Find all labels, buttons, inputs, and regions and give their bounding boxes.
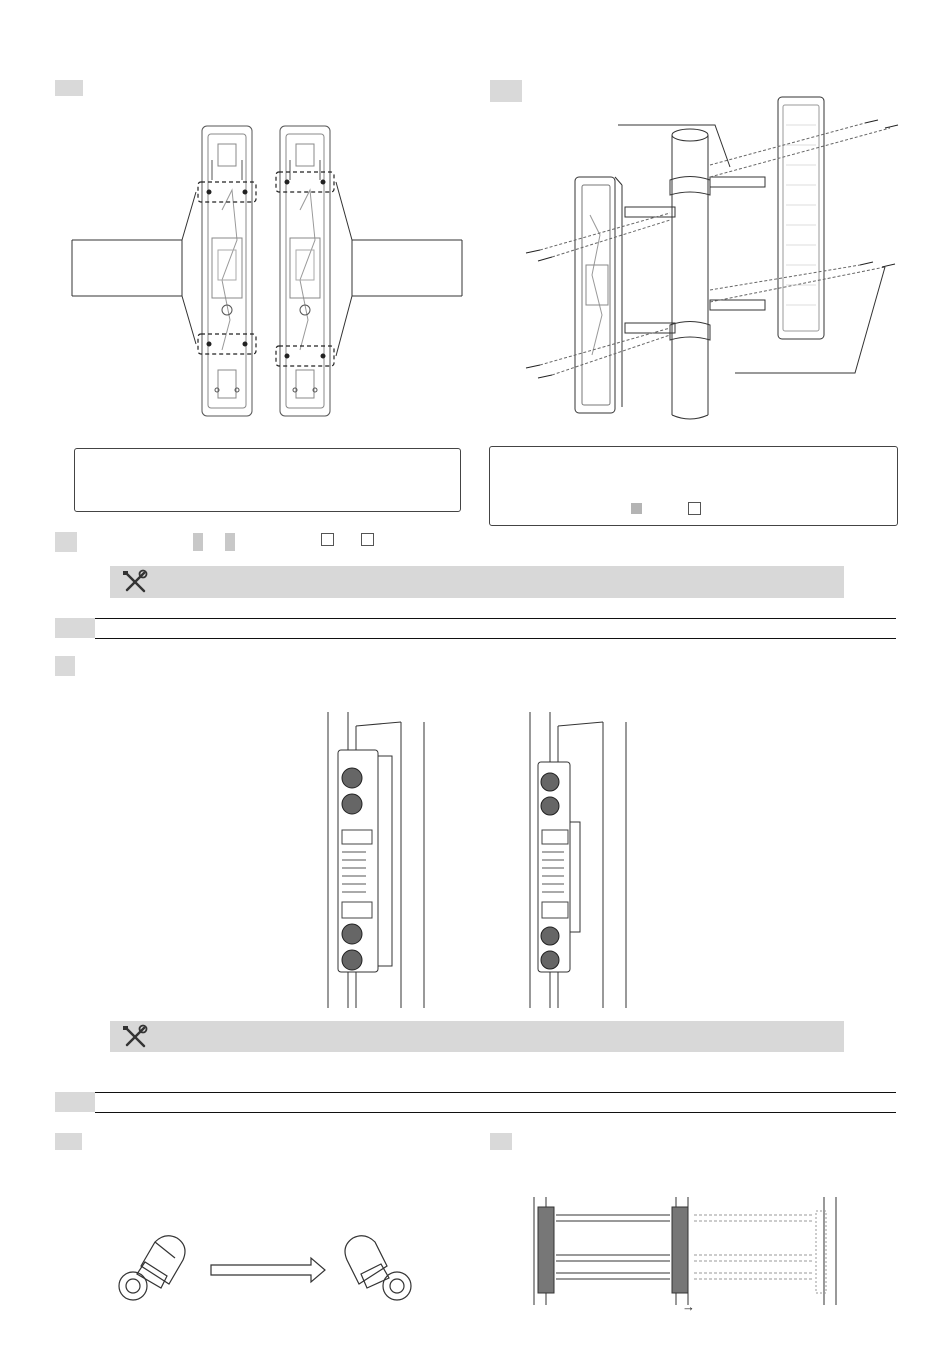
indicator-empty-1 <box>321 533 334 546</box>
section-tab-1 <box>55 618 95 638</box>
step-tab-small-b <box>55 656 75 676</box>
step-tab-bottom-left <box>55 1133 82 1150</box>
legend-empty-square <box>688 502 701 515</box>
note-box-top-left <box>74 448 461 512</box>
note-box-top-right <box>489 446 898 526</box>
step-tab-top-right <box>490 80 522 102</box>
tools-banner-2 <box>110 1021 844 1052</box>
indicator-empty-2 <box>361 533 374 546</box>
section-rule-2 <box>95 1092 896 1093</box>
beam-alignment-figure <box>524 1197 844 1307</box>
step-tab-bottom-right <box>490 1133 512 1150</box>
indicator-filled-2 <box>225 533 235 551</box>
tools-icon <box>122 1025 148 1049</box>
step-tab-top-left <box>55 80 83 96</box>
legend-filled-square <box>631 503 642 514</box>
section-tab-2 <box>55 1092 95 1112</box>
tools-banner-1 <box>110 566 844 598</box>
detector-installed-figure-right <box>528 712 628 1008</box>
indicator-filled-1 <box>193 533 203 551</box>
step-tab-small-a <box>55 532 77 552</box>
right-arrow-icon: → <box>682 1299 695 1314</box>
section-rule-1 <box>95 618 896 619</box>
lens-rotation-figure <box>115 1220 415 1310</box>
section-rule-1b <box>95 638 896 639</box>
pole-mounting-diagram <box>520 95 900 420</box>
tools-icon <box>122 570 148 594</box>
back-plate-diagram <box>72 120 462 420</box>
section-rule-2b <box>95 1112 896 1113</box>
detector-installed-figure-left <box>326 712 426 1008</box>
